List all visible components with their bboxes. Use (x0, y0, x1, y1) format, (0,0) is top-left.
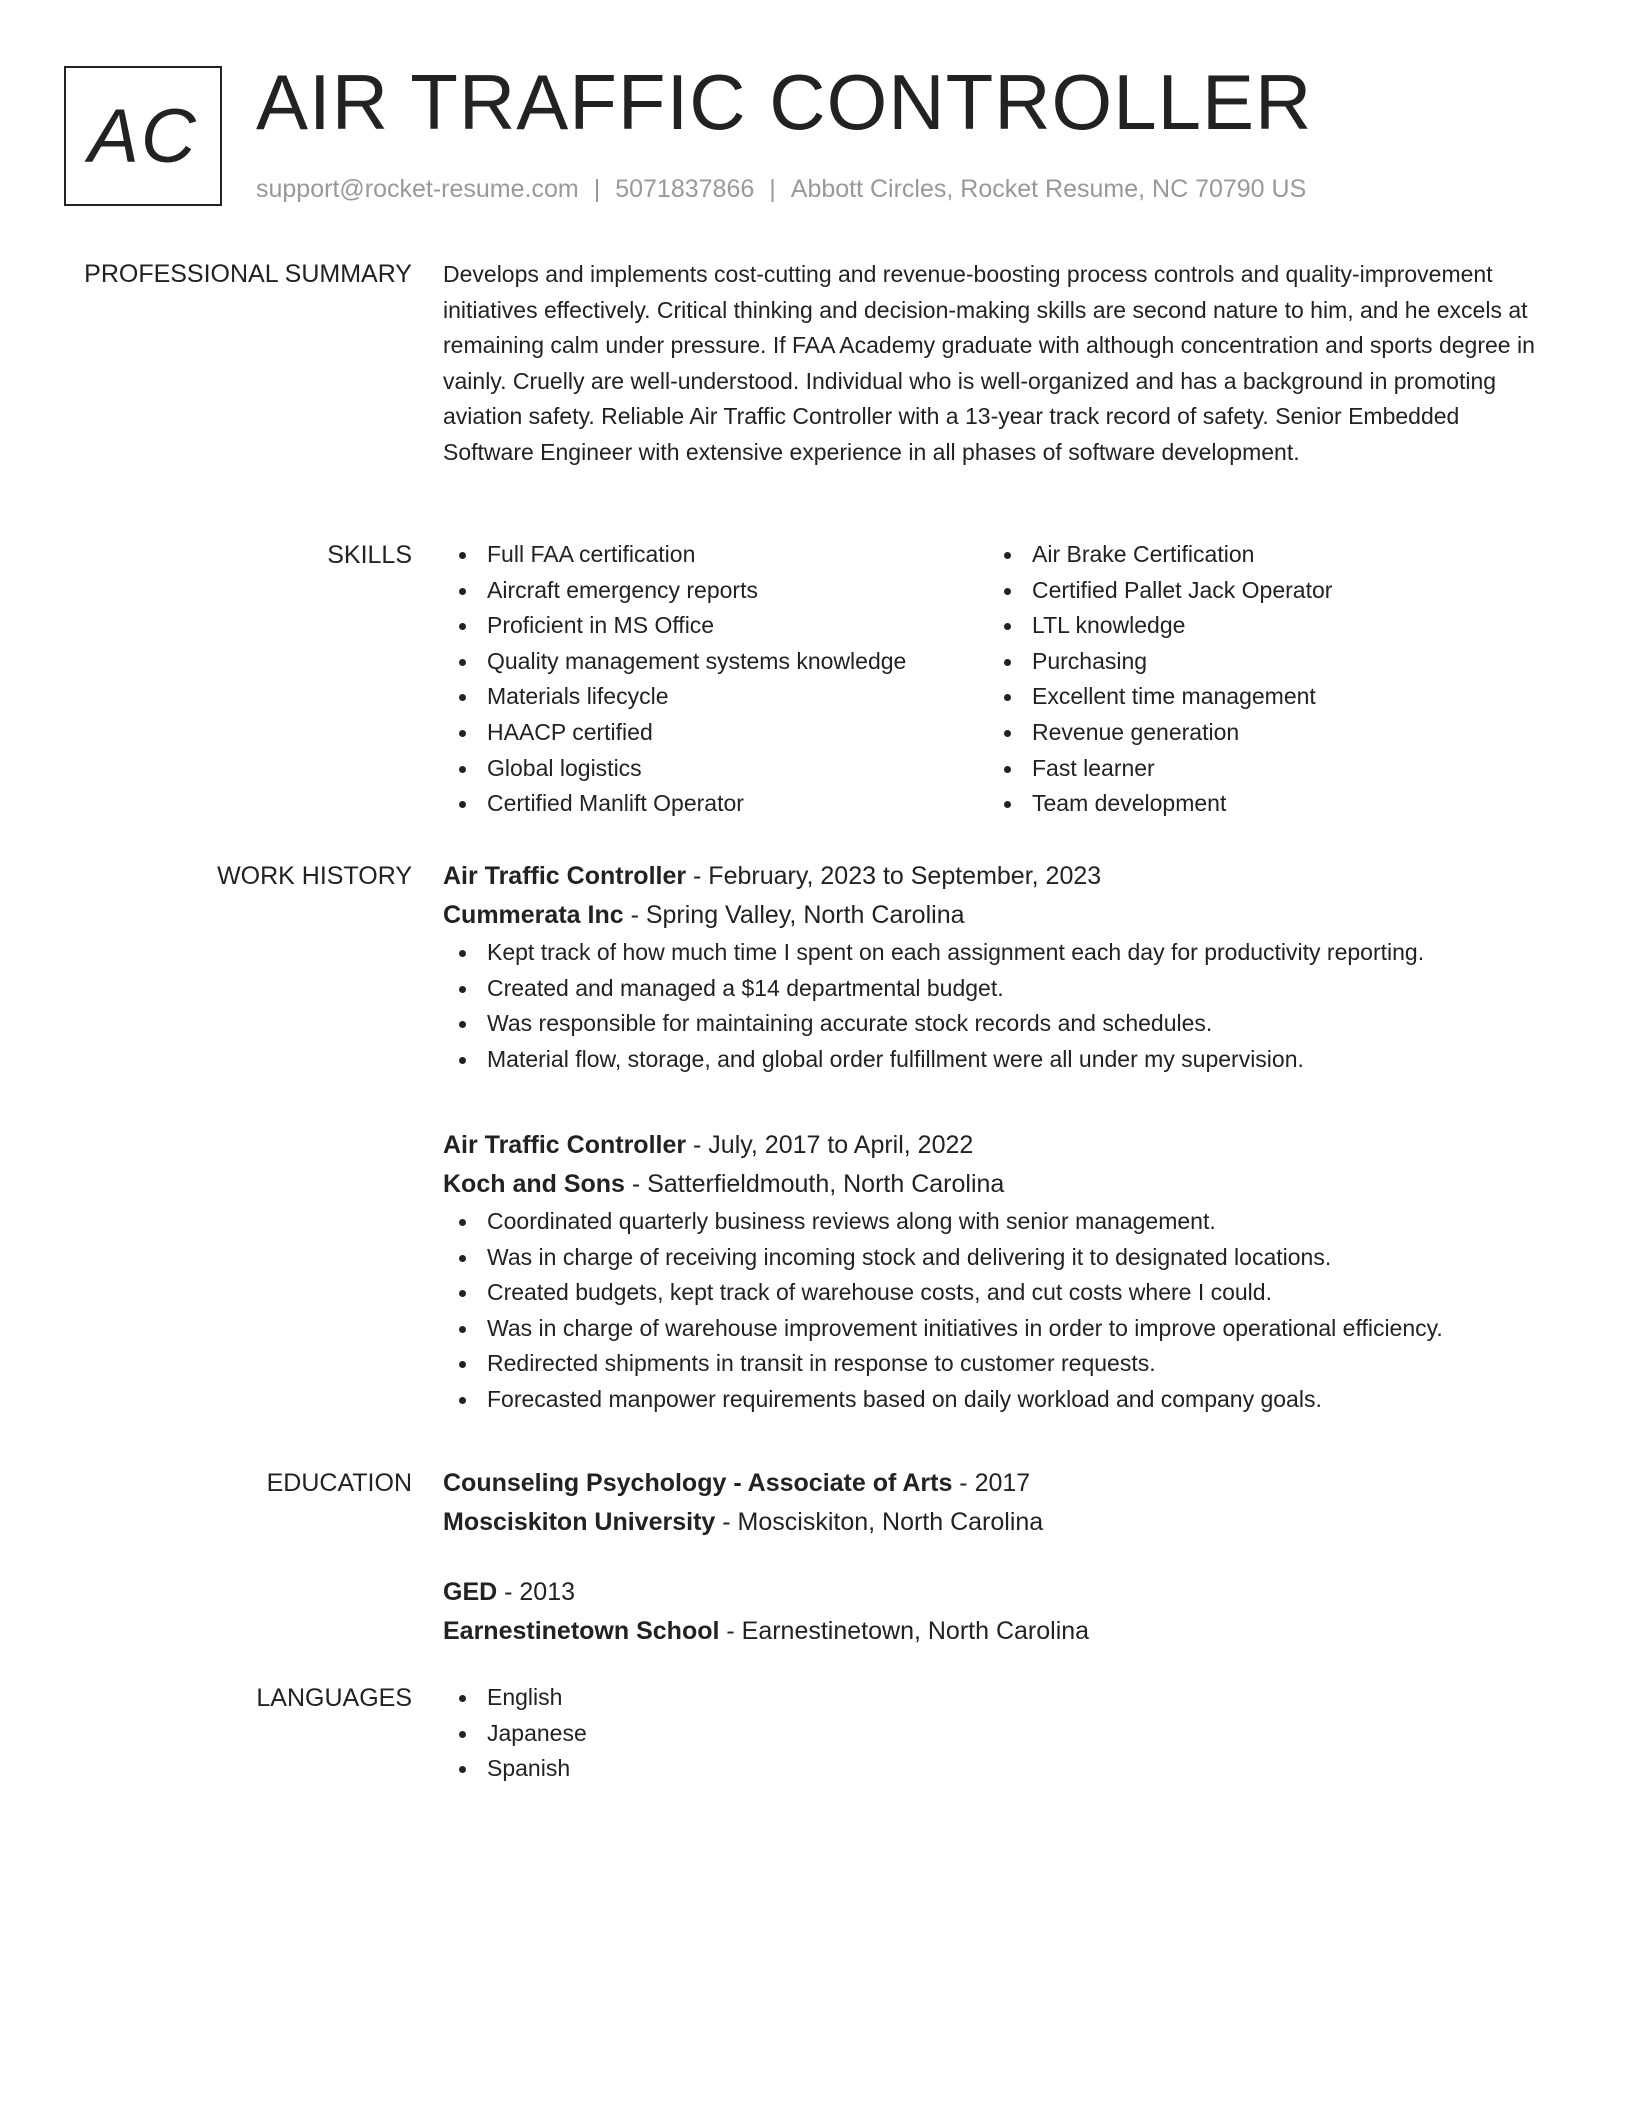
skill-item: Certified Pallet Jack Operator (988, 573, 1533, 609)
job-bullet: Was responsible for maintaining accurate stock records and schedules. (443, 1006, 1553, 1042)
job-bullet: Kept track of how much time I spent on each assignment each day for productivity reporting. (443, 935, 1553, 971)
job-company: Koch and Sons (443, 1170, 625, 1198)
job-bullet: Created and managed a $14 departmental budget. (443, 971, 1553, 1007)
summary-text: Develops and implements cost-cutting and revenue-boosting process controls and quality-improvement initiatives effectively. Critical thinking and decision-making skills are second nature to him, and he excels at remaining calm under pressure. If FAA Academy graduate with although concentration and sports degree in vainly. Cruelly are well-understood. Individual who is well-organized and has a background in promoting aviation safety. Reliable Air Traffic Controller with a 13-year track record of safety. Senior Embedded Software Engineer with extensive experience in all phases of software development. (443, 261, 1535, 465)
job-bullet: Material flow, storage, and global order fulfillment were all under my supervision. (443, 1042, 1553, 1078)
section-label-work-history: WORK HISTORY (217, 862, 412, 890)
job-location: - Satterfieldmouth, North Carolina (624, 1170, 1005, 1198)
skill-item: Revenue generation (988, 715, 1533, 751)
education-degree-line (443, 1464, 1553, 1503)
education-school-line (443, 1612, 1553, 1651)
language-item: English (443, 1680, 1553, 1716)
job-entry (443, 857, 1553, 1077)
summary-section (443, 257, 1553, 471)
section-label-languages: LANGUAGES (256, 1684, 412, 1712)
job-company-line (443, 1165, 1553, 1204)
skill-item: Aircraft emergency reports (443, 573, 988, 609)
job-bullet: Was in charge of warehouse improvement initiatives in order to improve operational efficiency. (443, 1311, 1553, 1347)
contact-line (256, 173, 1306, 205)
education-year: - 2017 (952, 1469, 1031, 1497)
job-title: Air Traffic Controller (443, 862, 687, 890)
languages-list (443, 1680, 1553, 1787)
job-bullet: Was in charge of receiving incoming stock and delivering it to designated locations. (443, 1240, 1553, 1276)
skills-list-right (988, 537, 1533, 822)
education-school: Mosciskiton University (443, 1508, 716, 1536)
education-location: - Mosciskiton, North Carolina (715, 1508, 1044, 1536)
job-title: Air Traffic Controller (443, 1131, 687, 1159)
education-location: - Earnestinetown, North Carolina (719, 1617, 1090, 1645)
contact-separator: | (593, 175, 601, 203)
job-dates: - July, 2017 to April, 2022 (686, 1131, 974, 1159)
skill-item: HAACP certified (443, 715, 988, 751)
skill-item: Quality management systems knowledge (443, 644, 988, 680)
contact-email[interactable]: support@rocket-resume.com (256, 175, 579, 203)
job-bullet: Redirected shipments in transit in response to customer requests. (443, 1346, 1553, 1382)
job-bullet: Created budgets, kept track of warehouse costs, and cut costs where I could. (443, 1275, 1553, 1311)
contact-phone[interactable]: 5071837866 (615, 175, 755, 203)
education-degree: Counseling Psychology - Associate of Arts (443, 1469, 953, 1497)
language-item: Japanese (443, 1716, 1553, 1752)
job-company: Cummerata Inc (443, 901, 624, 929)
monogram-box: AC (64, 66, 222, 206)
skill-item: Excellent time management (988, 679, 1533, 715)
resume-name: AIR TRAFFIC CONTROLLER (256, 58, 1313, 146)
skills-section (443, 537, 1553, 822)
education-year: - 2013 (497, 1578, 576, 1606)
education-degree: GED (443, 1578, 498, 1606)
skill-item: Full FAA certification (443, 537, 988, 573)
skills-grid (443, 537, 1553, 822)
skill-item: Air Brake Certification (988, 537, 1533, 573)
job-title-line (443, 1126, 1553, 1165)
section-label-skills: SKILLS (327, 541, 412, 569)
skill-item: Purchasing (988, 644, 1533, 680)
section-label-education: EDUCATION (266, 1469, 412, 1497)
job-entry (443, 1126, 1553, 1418)
languages-section (443, 1680, 1553, 1787)
education-school-line (443, 1503, 1553, 1542)
education-degree-line (443, 1573, 1553, 1612)
job-bullets (443, 935, 1553, 1077)
skill-item: Fast learner (988, 751, 1533, 787)
skill-item: Team development (988, 786, 1533, 822)
job-bullet: Coordinated quarterly business reviews along with senior management. (443, 1204, 1553, 1240)
job-title-line (443, 857, 1553, 896)
language-item: Spanish (443, 1751, 1553, 1787)
section-label-summary: PROFESSIONAL SUMMARY (84, 260, 412, 288)
contact-address: Abbott Circles, Rocket Resume, NC 70790 US (790, 175, 1307, 203)
education-school: Earnestinetown School (443, 1617, 720, 1645)
job-location: - Spring Valley, North Carolina (623, 901, 965, 929)
skill-item: Certified Manlift Operator (443, 786, 988, 822)
skill-item: LTL knowledge (988, 608, 1533, 644)
skills-list-left (443, 537, 988, 822)
skill-item: Proficient in MS Office (443, 608, 988, 644)
job-company-line (443, 896, 1553, 935)
job-dates: - February, 2023 to September, 2023 (686, 862, 1102, 890)
job-bullet: Forecasted manpower requirements based on daily workload and company goals. (443, 1382, 1553, 1418)
job-bullets (443, 1204, 1553, 1418)
skill-item: Global logistics (443, 751, 988, 787)
contact-separator: | (769, 175, 776, 203)
education-entry (443, 1464, 1553, 1542)
education-entry (443, 1573, 1553, 1651)
skill-item: Materials lifecycle (443, 679, 988, 715)
